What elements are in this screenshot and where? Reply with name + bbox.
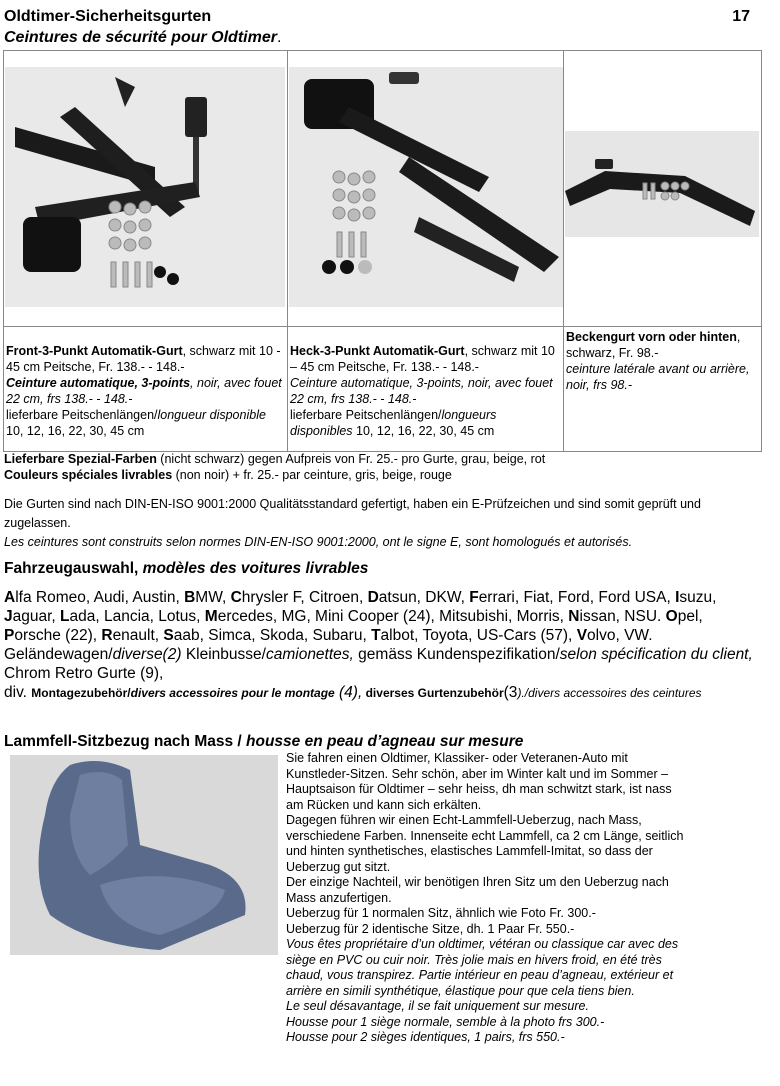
sheepskin-heading-de: Lammfell-Sitzbezug nach Mass / [4, 733, 247, 750]
brand-text: ada, Lancia, Lotus, [69, 608, 205, 625]
chrom-retro: Chrom Retro Gurte (9), [4, 665, 164, 682]
product-desc-de-1: , schwarz mit 10 - 45 cm Peitsche, Fr. 138.- - 148.- [6, 344, 281, 374]
vehicle-list [4, 588, 760, 703]
front-belt-photo [5, 67, 285, 307]
special-colors-de-label: Lieferbare Spezial-Farben [4, 452, 157, 466]
gelaende-de: Geländewagen/ [4, 646, 113, 663]
brand-text: orsche (22), [14, 627, 102, 644]
length-fr-1: longueur disponible [157, 408, 266, 422]
sheepskin-line: und hinten synthetisches, elastisches Lammfell-Imitat, so dass der [286, 844, 653, 858]
certification [4, 495, 760, 552]
sheepskin-line: Ueberzug für 2 identische Sitze, dh. 1 Paar Fr. 550.- [286, 921, 575, 936]
sheepskin-heading [4, 733, 523, 751]
montage-fr: divers accessoires pour le montage [130, 686, 335, 700]
special-colors [4, 451, 764, 483]
brand-text: albot, Toyota, US-Cars (57), [380, 627, 577, 644]
sheepskin-line: Le seul désavantage, il se fait uniquement sur mesure. [286, 999, 589, 1013]
subtitle-suffix: . [276, 29, 282, 46]
sheepskin-line: Vous êtes propriétaire d’un oldtimer, vétéran ou classique car avec des [286, 937, 679, 951]
brand-initial: A [4, 589, 16, 606]
length-de-2: lieferbare Peitschenlängen/ [290, 408, 442, 422]
brand-initial: R [101, 627, 113, 644]
vehicles-heading [4, 560, 368, 578]
sheepskin-line: Ueberzug gut sitzt. [286, 859, 391, 874]
brand-initial: S [163, 627, 174, 644]
brand-text: issan, NSU. [579, 608, 666, 625]
sheepskin-fr-text [286, 937, 762, 1046]
product-name-1: Front-3-Punkt Automatik-Gurt [6, 344, 183, 358]
rear-belt-photo [289, 67, 563, 307]
subtitle-text: Ceintures de sécurité pour Oldtimer [4, 29, 277, 46]
sheepskin-line: siège en PVC ou cuir noir. Très jolie mais en hivers froid, en été très [286, 952, 662, 967]
product-name-fr-1: Ceinture automatique, 3-points [6, 376, 191, 390]
sheepskin-line: Ueberzug für 1 normalen Sitz, ähnlich wie Foto Fr. 300.- [286, 906, 596, 920]
brand-text: ercedes, MG, Mini Cooper (24), Mitsubishi, Morris, [217, 608, 569, 625]
page-title: Oldtimer-Sicherheitsgurten [4, 8, 212, 25]
special-colors-de-text: (nicht schwarz) gegen Aufpreis von Fr. 25.- pro Gurte, grau, beige, rot [156, 452, 546, 466]
kleinbusse-de: Kleinbusse/ [181, 646, 266, 663]
sheepskin-line: verschiedene Farben. Innenseite echt Lammfell, ca 2 cm Länge, seitlich [286, 828, 684, 843]
product-desc-1 [4, 327, 288, 452]
gurten-fr: )./divers accessoires des ceintures [517, 686, 702, 700]
brand-initial: I [675, 589, 680, 606]
brand-initial: L [60, 608, 70, 625]
brand-text: suzu, [679, 589, 717, 606]
product-desc-2 [288, 327, 564, 452]
brand-initial: V [576, 627, 588, 644]
brand-initial: D [367, 589, 379, 606]
product-image-cell-1 [4, 51, 288, 327]
brand-text: hrysler F, Citroen, [241, 589, 368, 606]
brand-initial: O [665, 608, 678, 625]
product-desc-de-3: , schwarz, Fr. 98.- [566, 330, 741, 360]
product-image-cell-3 [564, 51, 762, 327]
length-fr-2: longueurs disponibles [290, 408, 497, 438]
kleinbusse-fr: camionettes, [265, 646, 354, 663]
brand-text: pel, [677, 608, 703, 625]
sheepskin-line: Housse pour 2 sièges identiques, 1 pairs, frs 550.- [286, 1030, 565, 1044]
brand-text: lfa Romeo, Audi, Austin, [15, 589, 185, 606]
sheepskin-line: Kunstleder-Sitzen. Sehr schön, aber im Winter kalt und im Sommer – [286, 766, 669, 781]
sheepskin-line: Housse pour 1 siège normale, semble à la photo frs 300.- [286, 1014, 605, 1029]
product-desc-de-2: , schwarz mit 10 – 45 cm Peitsche, Fr. 138.- - 148.- [290, 344, 555, 374]
vehicles-heading-fr: modèles des voitures livrables [142, 560, 369, 577]
certification-de: Die Gurten sind nach DIN-EN-ISO 9001:2000 Qualitätsstandard gefertigt, haben ein E-Prüfzeichen und sind somit geprüft und zugelassen. [4, 497, 701, 530]
product-image-cell-2 [288, 51, 564, 327]
brand-initial: M [204, 608, 218, 625]
sheepskin-seat-photo [10, 755, 278, 955]
kunden-fr: selon spécification du client, [559, 646, 753, 663]
product-name-3: Beckengurt vorn oder hinten [566, 330, 737, 344]
gelaende-fr: diverse(2) [112, 646, 182, 663]
brand-text: atsun, DKW, [378, 589, 470, 606]
product-name-2: Heck-3-Punkt Automatik-Gurt [290, 344, 465, 358]
brand-initial: P [4, 627, 15, 644]
div-label: div. [4, 684, 32, 701]
montage-count: (4), [334, 684, 363, 701]
sheepskin-line: Dagegen führen wir einen Echt-Lammfell-Ueberzug, nach Mass, [286, 813, 642, 827]
sheepskin-line: chaud, vous transpirez. Partie intérieur en peau d’agneau, extérieur et [286, 968, 674, 982]
gurten-de: diverses Gurtenzubehör [362, 686, 504, 700]
sheepskin-line: Der einzige Nachteil, wir benötigen Ihren Sitz um den Ueberzug nach [286, 875, 669, 889]
sheepskin-line: Sie fahren einen Oldtimer, Klassiker- oder Veteranen-Auto mit [286, 751, 628, 765]
sheepskin-line: Mass anzufertigen. [286, 890, 392, 905]
brand-initial: F [469, 589, 479, 606]
sheepskin-de-text [286, 751, 762, 937]
products-table [3, 50, 762, 452]
sheepskin-line: am Rücken und kann sich erkälten. [286, 797, 482, 812]
brand-list [4, 589, 716, 644]
certification-fr: Les ceintures sont construits selon normes DIN-EN-ISO 9001:2000, ont le signe E, sont homologués et autorisés. [4, 535, 633, 549]
lengths-1: 10, 12, 16, 22, 30, 45 cm [6, 424, 145, 438]
sheepskin-line: arrière en simili synthétique, élastique pour que cela tiens bien. [286, 983, 635, 998]
product-desc-3 [564, 327, 762, 452]
brand-text: MW, [195, 589, 231, 606]
brand-initial: N [568, 608, 580, 625]
brand-initial: T [371, 627, 381, 644]
brand-initial: B [184, 589, 196, 606]
sheepskin-description [286, 751, 762, 1046]
brand-initial: C [230, 589, 242, 606]
brand-text: aab, Simca, Skoda, Subaru, [173, 627, 372, 644]
special-colors-fr-text: (non noir) + fr. 25.- par ceinture, gris, beige, rouge [172, 468, 452, 482]
sheepskin-line: Hauptsaison für Oldtimer – sehr heiss, dh man schwitzt stark, ist nass [286, 782, 672, 796]
vehicles-heading-de: Fahrzeugauswahl, [4, 560, 143, 577]
brand-initial: J [4, 608, 13, 625]
special-colors-fr-label: Couleurs spéciales livrables [4, 468, 173, 482]
product-desc-fr-3: ceinture latérale avant ou arrière, noir, frs 98.- [566, 362, 750, 392]
lap-belt-photo [565, 131, 759, 237]
sheepskin-heading-fr: housse en peau d’agneau sur mesure [246, 733, 524, 750]
montage-de: Montagezubehör/ [31, 686, 131, 700]
product-desc-fr-1: , noir, avec fouet 22 cm, frs 138.- - 148.- [6, 376, 282, 406]
brand-text: errari, Fiat, Ford, Ford USA, [478, 589, 676, 606]
brand-text: olvo, VW. [587, 627, 653, 644]
gurten-count: (3 [503, 684, 518, 701]
lengths-2: 10, 12, 16, 22, 30, 45 cm [352, 424, 495, 438]
page-number: 17 [732, 8, 750, 25]
brand-text: enault, [112, 627, 164, 644]
product-desc-fr-2: Ceinture automatique, 3-points, noir, avec fouet 22 cm, frs 138.- - 148.- [290, 376, 553, 406]
brand-text: aguar, [12, 608, 61, 625]
length-de-1: lieferbare Peitschenlängen/ [6, 408, 158, 422]
kunden-de: gemäss Kundenspezifikation/ [353, 646, 560, 663]
page-subtitle [4, 29, 281, 47]
